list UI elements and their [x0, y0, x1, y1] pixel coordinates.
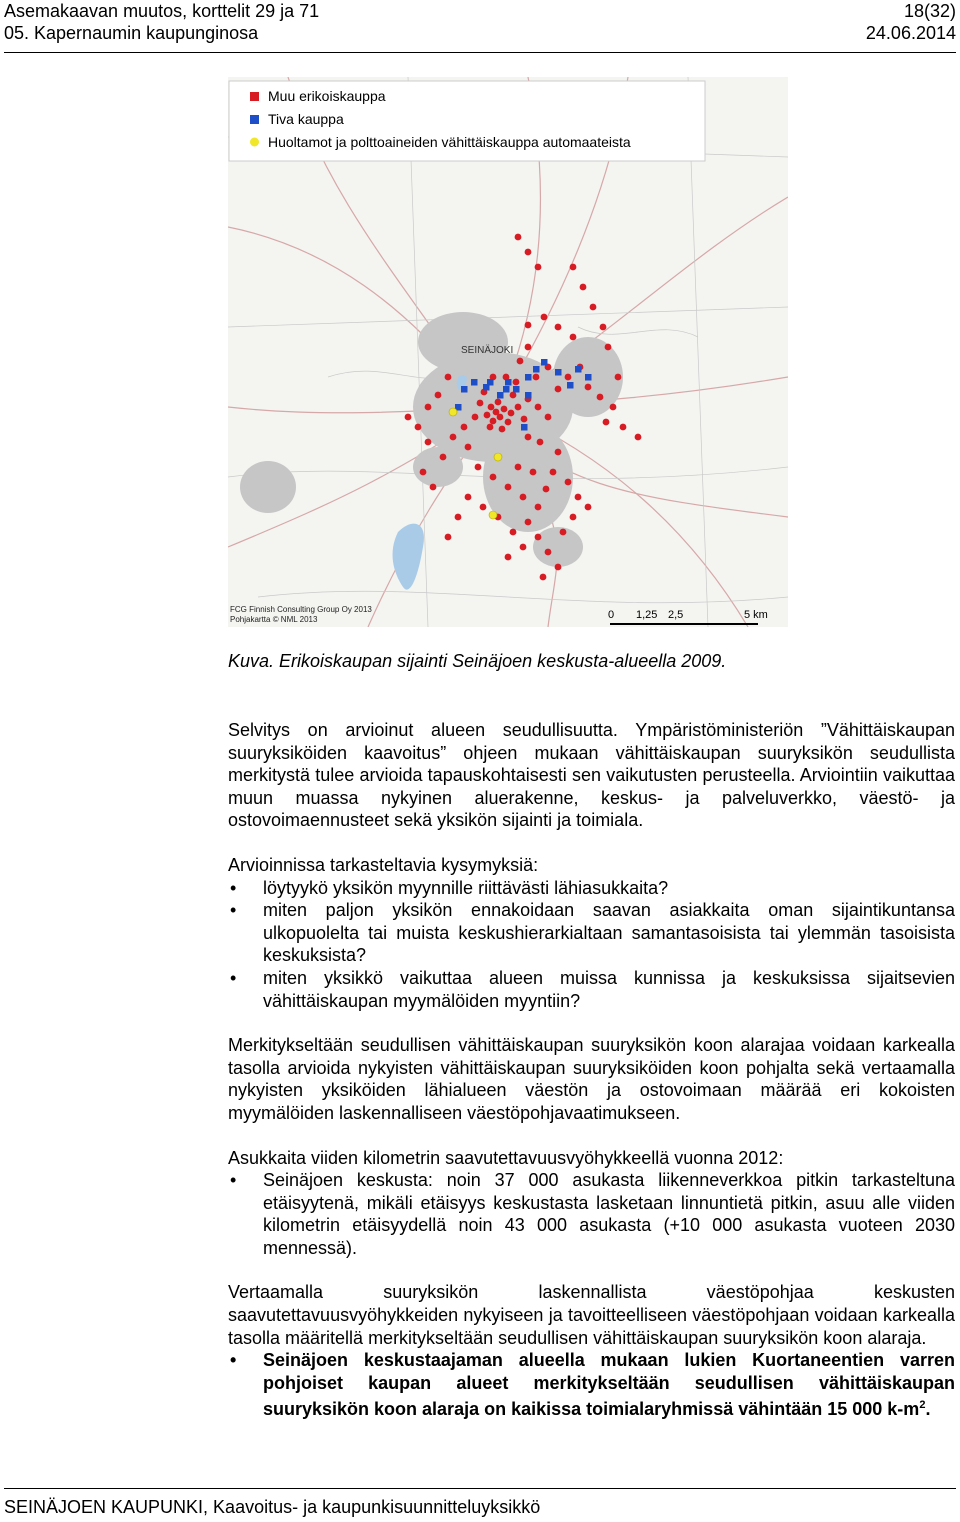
- store-marker: [543, 486, 550, 493]
- grocery-marker: [461, 386, 468, 393]
- store-marker: [535, 404, 542, 411]
- store-marker: [555, 324, 562, 331]
- grocery-marker: [555, 369, 562, 376]
- fuel-station-marker: [489, 511, 497, 519]
- footer-text: SEINÄJOEN KAUPUNKI, Kaavoitus- ja kaupunkisuunnitteluyksikkö: [4, 1497, 541, 1517]
- document-subtitle: 05. Kapernaumin kaupunginosa: [4, 23, 259, 43]
- store-marker: [585, 384, 592, 391]
- store-marker: [420, 469, 427, 476]
- store-marker: [605, 344, 612, 351]
- store-marker: [415, 424, 422, 431]
- store-marker: [445, 534, 452, 541]
- store-marker: [530, 469, 537, 476]
- store-marker: [555, 386, 562, 393]
- grocery-marker: [567, 382, 574, 389]
- grocery-marker: [521, 424, 528, 431]
- store-marker: [521, 416, 528, 423]
- store-marker: [517, 358, 524, 365]
- store-marker: [570, 264, 577, 271]
- grocery-marker: [503, 386, 510, 393]
- store-marker: [430, 484, 437, 491]
- store-marker: [484, 412, 491, 419]
- questions-intro: Arvioinnissa tarkasteltavia kysymyksiä:: [228, 854, 539, 875]
- map-city-label: SEINÄJOKI: [461, 345, 514, 356]
- list-item: • löytyykö yksikön myynnille riittävästi lähiasukkaita?: [228, 877, 955, 900]
- fuel-station-marker: [494, 453, 502, 461]
- scale-label: 2,5: [668, 609, 684, 621]
- document-date: 24.06.2014: [865, 23, 956, 43]
- store-marker: [495, 399, 502, 406]
- store-marker: [465, 444, 472, 451]
- legend-label: Muu erikoiskauppa: [268, 88, 386, 104]
- store-marker: [525, 519, 532, 526]
- store-marker: [499, 426, 506, 433]
- store-marker: [555, 449, 562, 456]
- store-marker: [590, 304, 597, 311]
- store-marker: [520, 494, 527, 501]
- grocery-marker: [487, 379, 494, 386]
- page-footer: [4, 1488, 956, 1517]
- store-marker: [535, 534, 542, 541]
- conclusion-period: .: [925, 1399, 931, 1420]
- store-marker: [488, 404, 495, 411]
- store-marker: [515, 404, 522, 411]
- store-marker: [545, 549, 552, 556]
- store-marker: [545, 414, 552, 421]
- store-marker: [505, 419, 512, 426]
- store-marker: [537, 439, 544, 446]
- store-marker: [465, 494, 472, 501]
- store-marker: [472, 414, 479, 421]
- scale-label: 5 km: [744, 609, 768, 621]
- store-marker: [535, 264, 542, 271]
- store-marker: [490, 418, 497, 425]
- store-marker: [440, 454, 447, 461]
- store-marker: [425, 439, 432, 446]
- store-marker: [475, 464, 482, 471]
- list-item: • Seinäjoen keskusta: noin 37 000 asukasta liikenneverkkoa pitkin tarkasteltuna etäisyytenä, mikäli etäisyys keskustasta lasketaan linnuntietä pitkin, asuu alle viiden kilometrin etäisyydellä noin 43 000 asukasta (+10 000 asukasta vuoteen 2030 mennessä).: [228, 1169, 955, 1259]
- grocery-marker: [585, 374, 592, 381]
- store-marker: [477, 400, 484, 407]
- paragraph-size-limit: Merkitykseltään seudullisen vähittäiskaupan suuryksikön koon alarajaa voidaan karkealla tasolla arvioida nykyisten vähittäiskaupan suuryksiköiden koon pohjalta sekä vertaamalla nykyisten yksiköiden lähialueen väestön ja ostovoimaan määrää eri kokoisten myymälöiden laskennalliseen väestöpohjavaatimukseen.: [228, 1035, 955, 1123]
- store-marker: [597, 394, 604, 401]
- conclusion-list: [228, 1349, 955, 1421]
- conclusion-superscript: 2: [919, 1399, 926, 1412]
- paragraph-intro: Selvitys on arvioinut alueen seudullisuutta. Ympäristöministeriön ”Vähittäiskaupan suuryksiköiden kaavoitus” ohjeen mukaan vähittäiskaupan suuryksikön seudullista merkitystä tulee arvioida tapauskohtaisesti sen vaikutusten perusteella. Arviointiin vaikuttaa muun muassa nykyinen aluerakenne, keskus- ja palveluverkko, väestö- ja ostovoimaennusteet sekä yksikön sijainti ja toimiala.: [228, 720, 955, 831]
- scale-label: 0: [608, 609, 615, 621]
- store-marker: [508, 410, 515, 417]
- grocery-marker: [575, 366, 582, 373]
- store-marker: [510, 529, 517, 536]
- grocery-marker: [497, 392, 504, 399]
- store-marker: [600, 324, 607, 331]
- map-figure: [228, 77, 788, 627]
- list-item: • miten yksikkö vaikuttaa alueen muissa kunnissa ja keskuksissa sijaitsevien vähittäiskaupan myymälöiden myyntiin?: [228, 967, 955, 1012]
- conclusion-text: Seinäjoen keskustaajaman alueella mukaan lukien Kuortaneentien varren pohjoiset kaupan alueet merkitykseltään seudullisen vähittäiskaupan suuryksikön koon alaraja on kaikissa toimialaryhmissä vähintään 15 000 k-m: [263, 1350, 955, 1420]
- store-marker: [525, 322, 532, 329]
- store-marker: [635, 434, 642, 441]
- grocery-marker: [525, 374, 532, 381]
- store-marker: [555, 564, 562, 571]
- grocery-marker: [471, 379, 478, 386]
- residents-intro: Asukkaita viiden kilometrin saavutettavuusvyöhykkeellä vuonna 2012:: [228, 1147, 784, 1168]
- store-marker: [615, 374, 622, 381]
- store-marker: [580, 284, 587, 291]
- store-marker: [620, 424, 627, 431]
- store-marker: [570, 514, 577, 521]
- store-marker: [525, 249, 532, 256]
- store-marker: [570, 334, 577, 341]
- store-marker: [425, 404, 432, 411]
- store-marker: [487, 424, 494, 431]
- store-marker: [525, 344, 532, 351]
- store-marker: [435, 392, 442, 399]
- document-title: Asemakaavan muutos, korttelit 29 ja 71: [4, 1, 320, 21]
- store-marker: [575, 494, 582, 501]
- store-marker: [505, 484, 512, 491]
- store-marker: [513, 379, 520, 386]
- scale-label: 1,25: [636, 609, 658, 621]
- store-marker: [610, 404, 617, 411]
- grocery-marker: [525, 392, 532, 399]
- store-marker: [510, 392, 517, 399]
- store-marker: [520, 544, 527, 551]
- fuel-station-marker: [449, 408, 457, 416]
- store-marker: [540, 574, 547, 581]
- map-legend: [229, 81, 705, 161]
- store-marker: [515, 464, 522, 471]
- store-marker: [560, 529, 567, 536]
- store-marker: [455, 514, 462, 521]
- store-marker: [480, 504, 487, 511]
- store-marker: [461, 424, 468, 431]
- list-item: • miten paljon yksikön ennakoidaan saavan asiakkaita oman sijaintikuntansa ulkopuolelta tai muista keskushierarkialtaan samantasoisista tai ylemmän tasoisista keskuksista?: [228, 899, 955, 967]
- figure-caption: Kuva. Erikoiskaupan sijainti Seinäjoen keskusta-alueella 2009.: [228, 651, 727, 671]
- store-marker: [405, 414, 412, 421]
- store-marker: [525, 434, 532, 441]
- questions-list: [228, 877, 955, 1013]
- store-marker: [515, 234, 522, 241]
- grocery-marker: [513, 386, 520, 393]
- store-marker: [603, 419, 610, 426]
- body-text: [228, 719, 955, 1421]
- map-credit: FCG Finnish Consulting Group Oy 2013: [230, 605, 372, 614]
- paragraph-comparison: Vertaamalla suuryksikön laskennallista väestöpohjaa keskusten saavutettavuusvyöhykkeiden nykyiseen ja tavoitteelliseen väestöpohjaan voidaan karkealla tasolla määritellä merkitykseltään seudullisen vähittäiskaupan suuryksikön koon alaraja.: [228, 1282, 955, 1348]
- store-marker: [585, 504, 592, 511]
- grocery-marker: [533, 366, 540, 373]
- grocery-marker: [541, 359, 548, 366]
- page-header: [4, 0, 956, 53]
- conclusion-item: [228, 1349, 955, 1421]
- page-number: 18(32): [903, 1, 956, 21]
- store-marker: [533, 374, 540, 381]
- store-marker: [450, 434, 457, 441]
- store-marker: [445, 374, 452, 381]
- store-marker: [501, 406, 508, 413]
- store-marker: [497, 414, 504, 421]
- store-marker: [505, 554, 512, 561]
- store-marker: [550, 469, 557, 476]
- legend-label: Tiva kauppa: [268, 111, 344, 127]
- grocery-marker: [505, 379, 512, 386]
- residents-list: [228, 1169, 955, 1259]
- legend-label: Huoltamot ja polttoaineiden vähittäiskauppa automaateista: [268, 134, 631, 150]
- map-credit: Pohjakartta © NML 2013: [230, 615, 318, 624]
- store-marker: [490, 474, 497, 481]
- store-marker: [565, 374, 572, 381]
- store-marker: [541, 314, 548, 321]
- store-marker: [535, 504, 542, 511]
- store-marker: [565, 479, 572, 486]
